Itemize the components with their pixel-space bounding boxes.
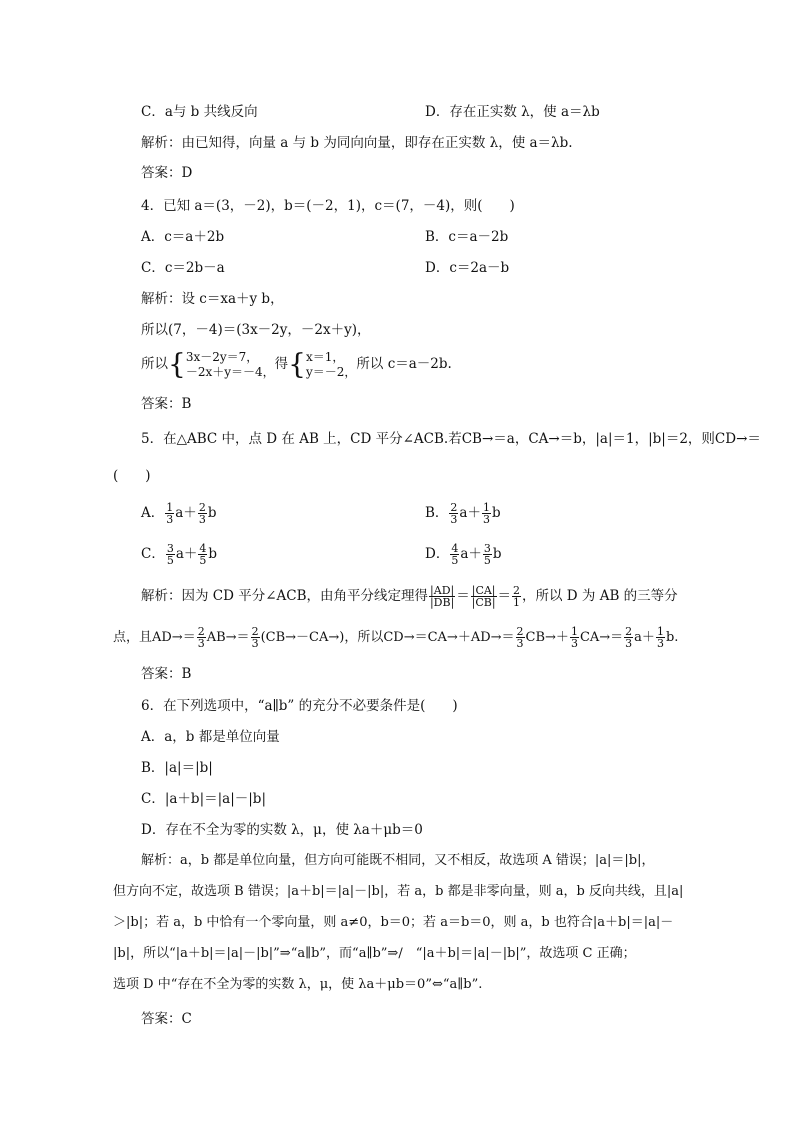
- q5-analysis-line2: [113, 626, 678, 649]
- q6-analysis-line1: 解析：a，b 都是单位向量，但方向可能既不相同，又不相反，故选项 A 错误；|a|＝|b|，: [141, 853, 655, 868]
- denominator: 5: [483, 554, 491, 567]
- text: b.: [665, 630, 679, 645]
- term: a＋: [460, 546, 482, 562]
- q5-option-c: [141, 543, 217, 566]
- fraction: [429, 585, 455, 608]
- q6-analysis-line3: ＞|b|；若 a，b 中恰有一个零向量，则 a≠0，b＝0；若 a＝b＝0，则 a，b 也符合|a＋b|＝|a|－: [113, 915, 674, 930]
- denominator: 5: [166, 554, 174, 567]
- q5-option-a: [141, 502, 216, 525]
- q5-answer: 答案：B: [141, 666, 192, 682]
- q4-option-b: B．c＝a－2b: [425, 229, 509, 245]
- q4-sys-conclusion: 所以 c＝a－2b.: [356, 356, 452, 372]
- denominator: 5: [199, 554, 207, 567]
- denominator: 3: [251, 637, 259, 650]
- q6-option-c: C．|a＋b|＝|a|－|b|: [141, 791, 267, 807]
- denominator: 3: [656, 637, 664, 650]
- numerator: 1: [166, 501, 174, 514]
- numerator: |AD|: [430, 584, 455, 597]
- q5-analysis-line1: [141, 585, 678, 608]
- q4-system-2-eq1: x＝1，: [305, 349, 345, 364]
- denominator: 3: [198, 513, 206, 526]
- denominator: 3: [197, 637, 205, 650]
- q3-analysis: 解析：由已知得，向量 a 与 b 为同向向量，即存在正实数 λ，使 a＝λb.: [141, 135, 573, 151]
- denominator: 3: [166, 513, 174, 526]
- fraction: [197, 626, 206, 649]
- fraction: [483, 543, 492, 566]
- q6-analysis-line5: 选项 D 中“存在不全为零的实数 λ，μ，使 λa＋μb＝0”⇔“a∥b”.: [113, 977, 483, 992]
- q5-option-d: [425, 543, 502, 566]
- denominator: 5: [451, 554, 459, 567]
- numerator: 2: [516, 625, 524, 638]
- q4-equation-system: [141, 348, 452, 380]
- term: b: [491, 505, 501, 521]
- q4-system-2-eq2: y＝－2，: [305, 364, 357, 379]
- q6-option-b: B．|a|＝|b|: [141, 760, 213, 776]
- numerator: 2: [197, 625, 205, 638]
- fraction: [251, 626, 260, 649]
- denominator: |DB|: [429, 596, 455, 609]
- numerator: 4: [451, 542, 459, 555]
- fraction: [482, 502, 491, 525]
- option-prefix: D．: [425, 546, 450, 562]
- fraction: [624, 626, 633, 649]
- q4-sys-prefix: 所以: [141, 356, 168, 372]
- fraction: [449, 502, 458, 525]
- q4-stem: 4．已知 a＝(3，－2)，b＝(－2，1)，c＝(7，－4)，则( ): [141, 198, 515, 214]
- numerator: 1: [570, 625, 578, 638]
- denominator: |CB|: [471, 596, 496, 609]
- left-brace: {: [168, 347, 186, 381]
- text: (CB→－CA→)，所以CD→＝CA→＋AD→＝: [260, 630, 515, 645]
- q6-stem: 6．在下列选项中，“a∥b” 的充分不必要条件是( ): [141, 698, 458, 714]
- q4-system-1: [186, 350, 275, 380]
- fraction: [512, 585, 521, 608]
- fraction: [198, 543, 207, 566]
- numerator: 1: [656, 625, 664, 638]
- numerator: 4: [199, 542, 207, 555]
- equals: ＝: [497, 588, 512, 604]
- q6-option-a: A．a，b 都是单位向量: [141, 729, 280, 745]
- q4-option-c: C．c＝2b－a: [141, 260, 225, 276]
- q4-system-2: [306, 350, 356, 380]
- equals: ＝: [456, 588, 470, 604]
- q3-answer: 答案：D: [141, 165, 193, 181]
- term: a＋: [459, 505, 481, 521]
- numerator: |CA|: [471, 584, 496, 597]
- q4-analysis-line2: 所以(7，－4)＝(3x－2y，－2x＋y)，: [141, 322, 371, 338]
- fraction: [570, 626, 579, 649]
- option-prefix: B．: [425, 505, 449, 521]
- left-brace: {: [288, 347, 306, 381]
- q4-analysis-line1: 解析：设 c＝xa＋y b，: [141, 291, 284, 307]
- fraction: [516, 626, 525, 649]
- denominator: 1: [513, 596, 521, 609]
- q3-option-c: C．a与 b 共线反向: [141, 104, 258, 120]
- numerator: 3: [483, 542, 491, 555]
- term: a＋: [175, 505, 197, 521]
- fraction: [198, 502, 207, 525]
- numerator: 2: [513, 584, 521, 597]
- fraction: [656, 626, 665, 649]
- text: CA→＝: [579, 630, 624, 645]
- q4-sys-mid: 得: [274, 356, 289, 372]
- q5-stem-paren: ( ): [113, 468, 151, 484]
- denominator: 3: [570, 637, 578, 650]
- fraction: [165, 502, 174, 525]
- text: a＋: [634, 630, 655, 645]
- text: CB→＋: [525, 630, 569, 645]
- term: b: [492, 546, 502, 562]
- term: b: [207, 505, 217, 521]
- fraction: [471, 585, 497, 608]
- text: AB→＝: [206, 630, 250, 645]
- denominator: 3: [625, 637, 633, 650]
- option-prefix: C．: [141, 546, 165, 562]
- term: a＋: [175, 546, 198, 562]
- numerator: 2: [625, 625, 633, 638]
- numerator: 3: [166, 542, 174, 555]
- q6-analysis-line2: 但方向不定，故选项 B 错误；|a＋b|＝|a|－|b|，若 a，b 都是非零向量，则 a，b 反向共线，且|a|: [113, 884, 684, 899]
- q4-option-a: A．c＝a＋2b: [141, 229, 225, 245]
- q4-system-1-eq2: －2x＋y＝－4，: [185, 364, 275, 379]
- option-prefix: A．: [141, 505, 165, 521]
- q4-system-1-eq1: 3x－2y＝7，: [185, 349, 259, 364]
- fraction: [450, 543, 459, 566]
- denominator: 3: [516, 637, 524, 650]
- numerator: 2: [251, 625, 259, 638]
- q6-analysis-line4: |b|，所以“|a＋b|＝|a|－|b|”⇒“a∥b”，而“a∥b”⇒/ “|a＋b|＝|a|－|b|”，故选项 C 正确；: [113, 946, 636, 961]
- q6-answer: 答案：C: [141, 1011, 192, 1027]
- text: ，所以 D 为 AB 的三等分: [522, 588, 678, 604]
- text: 点，且AD→＝: [113, 630, 196, 645]
- q5-option-b: [425, 502, 501, 525]
- numerator: 1: [482, 501, 490, 514]
- q5-stem: 5．在△ABC 中，点 D 在 AB 上，CD 平分∠ACB.若CB→＝a，CA→＝b，|a|＝1，|b|＝2，则CD→＝: [141, 431, 761, 447]
- fraction: [166, 543, 175, 566]
- q4-answer: 答案：B: [141, 396, 192, 412]
- q4-option-d: D．c＝2a－b: [425, 260, 510, 276]
- term: b: [208, 546, 218, 562]
- q3-option-d: D．存在正实数 λ，使 a＝λb: [425, 104, 600, 120]
- denominator: 3: [450, 513, 458, 526]
- denominator: 3: [482, 513, 490, 526]
- numerator: 2: [198, 501, 206, 514]
- q6-option-d: D．存在不全为零的实数 λ，μ，使 λa＋μb＝0: [141, 822, 423, 838]
- text: 解析：因为 CD 平分∠ACB，由角平分线定理得: [141, 588, 429, 604]
- numerator: 2: [450, 501, 458, 514]
